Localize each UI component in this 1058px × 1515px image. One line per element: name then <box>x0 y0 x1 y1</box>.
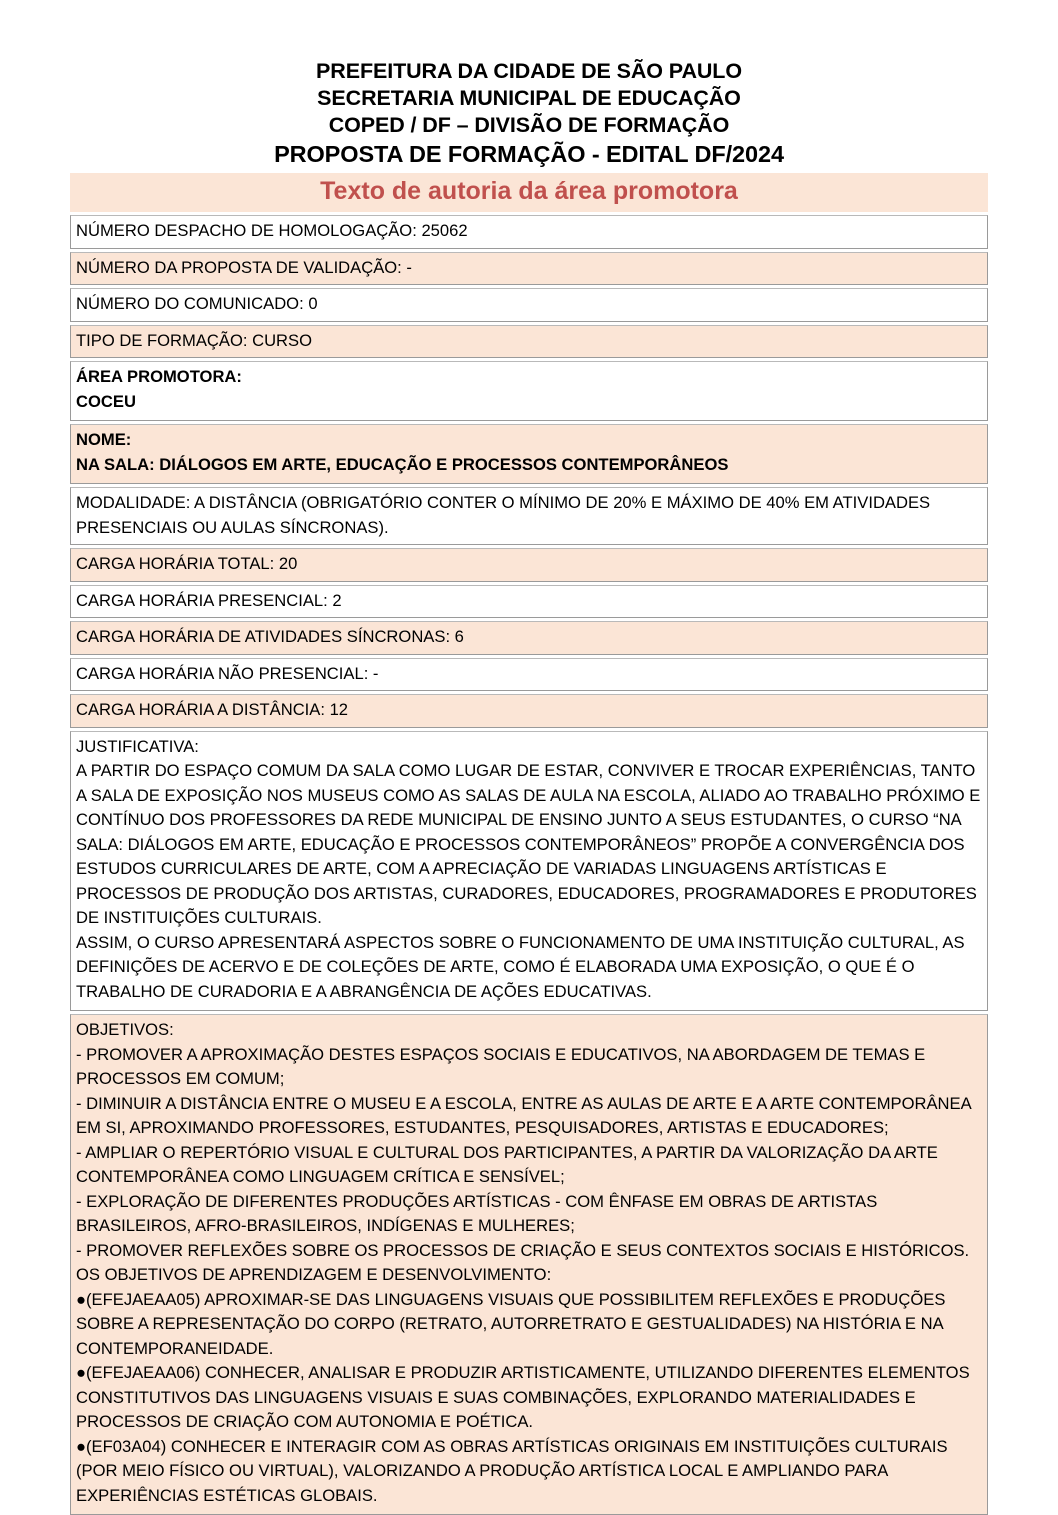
row-objetivos-line: ●(EFEJAEAA05) APROXIMAR-SE DAS LINGUAGENS VISUAIS QUE POSSIBILITEM REFLEXÕES E PRODUÇÕES SOBRE A REPRESENTAÇÃO DO CORPO (RETRATO, AUTORRETRATO E GESTUALIDADES) NA HISTÓRIA E NA CONTEMPORANEIDADE. <box>76 1289 946 1358</box>
row-tipo-de-formacao-line: TIPO DE FORMAÇÃO: CURSO <box>76 330 313 350</box>
row-objetivos-line: ●(EFEJAEAA06) CONHECER, ANALISAR E PRODUZIR ARTISTICAMENTE, UTILIZANDO DIFERENTES ELEMENTOS CONSTITUTIVOS DAS LINGUAGENS VISUAIS E SUAS COMBINAÇÕES, EXPLORANDO MATERIALIDADES E PROCESSOS DE CRIAÇÃO COM AUTONOMIA E POÉTICA. <box>76 1363 970 1431</box>
row-objetivos-line: OS OBJETIVOS DE APRENDIZAGEM E DESENVOLVIMENTO: <box>76 1265 552 1284</box>
row-carga-horaria-atividades-sincronas-line: CARGA HORÁRIA DE ATIVIDADES SÍNCRONAS: 6 <box>76 627 464 646</box>
row-objetivos-line: OBJETIVOS: <box>76 1020 174 1039</box>
table-row-carga-horaria-nao-presencial <box>70 658 988 692</box>
header-line-1: PREFEITURA DA CIDADE DE SÃO PAULO <box>316 59 742 83</box>
document-header <box>0 0 1058 169</box>
proposal-table <box>70 215 988 1515</box>
row-numero-despacho-homologacao-line: NÚMERO DESPACHO DE HOMOLOGAÇÃO: 25062 <box>76 221 468 240</box>
row-objetivos-line: ●(EF03A04) CONHECER E INTERAGIR COM AS OBRAS ARTÍSTICAS ORIGINAIS EM INSTITUIÇÕES CULTURAIS (POR MEIO FÍSICO OU VIRTUAL), VALORIZANDO A PRODUÇÃO ARTÍSTICA LOCAL E AMPLIANDO PARA EXPERIÊNCIAS ESTÉTICAS GLOBAIS. <box>76 1436 948 1505</box>
table-row-tipo-de-formacao <box>70 325 988 359</box>
row-objetivos-line: - AMPLIAR O REPERTÓRIO VISUAL E CULTURAL DOS PARTICIPANTES, A PARTIR DA VALORIZAÇÃO DA ARTE CONTEMPORÂNEA COMO LINGUAGEM CRÍTICA E SENSÍVEL; <box>76 1142 938 1186</box>
row-justificativa-line: ASSIM, O CURSO APRESENTARÁ ASPECTOS SOBRE O FUNCIONAMENTO DE UMA INSTITUIÇÃO CULTURAL, AS DEFINIÇÕES DE ACERVO E DE COLEÇÕES DE ARTE, COMO É ELABORADA UMA EXPOSIÇÃO, O QUE É O TRABALHO DE CURADORIA E A ABRANGÊNCIA DE AÇÕES EDUCATIVAS. <box>76 932 965 1001</box>
table-row-numero-despacho-homologacao <box>70 215 988 249</box>
row-numero-proposta-validacao-line: NÚMERO DA PROPOSTA DE VALIDAÇÃO: - <box>76 257 412 277</box>
row-objetivos-line: - PROMOVER REFLEXÕES SOBRE OS PROCESSOS DE CRIAÇÃO E SEUS CONTEXTOS SOCIAIS E HISTÓRICOS. <box>76 1240 970 1260</box>
authorship-banner-label: Texto de autoria da área promotora <box>320 177 738 205</box>
table-row-carga-horaria-presencial <box>70 585 988 619</box>
row-justificativa-line: JUSTIFICATIVA: <box>76 736 199 756</box>
table-row-modalidade <box>70 487 988 545</box>
header-line-2: SECRETARIA MUNICIPAL DE EDUCAÇÃO <box>317 86 741 110</box>
row-carga-horaria-a-distancia-line: CARGA HORÁRIA A DISTÂNCIA: 12 <box>76 700 349 719</box>
table-row-nome <box>70 424 988 484</box>
header-line-4: PROPOSTA DE FORMAÇÃO - EDITAL DF/2024 <box>274 141 784 167</box>
header-line-3: COPED / DF – DIVISÃO DE FORMAÇÃO <box>328 113 730 137</box>
table-row-area-promotora <box>70 361 988 421</box>
row-nome-line: NOME: <box>76 430 132 449</box>
row-numero-comunicado-line: NÚMERO DO COMUNICADO: 0 <box>76 294 318 313</box>
row-carga-horaria-total-line: CARGA HORÁRIA TOTAL: 20 <box>76 554 298 573</box>
row-modalidade-line: MODALIDADE: A DISTÂNCIA (OBRIGATÓRIO CONTER O MÍNIMO DE 20% E MÁXIMO DE 40% EM ATIVIDADES PRESENCIAIS OU AULAS SÍNCRONAS). <box>76 493 931 537</box>
table-row-numero-comunicado <box>70 288 988 322</box>
row-carga-horaria-presencial-line: CARGA HORÁRIA PRESENCIAL: 2 <box>76 590 342 610</box>
table-row-carga-horaria-a-distancia <box>70 694 988 728</box>
row-carga-horaria-nao-presencial-line: CARGA HORÁRIA NÃO PRESENCIAL: - <box>76 663 379 683</box>
row-objetivos-line: - DIMINUIR A DISTÂNCIA ENTRE O MUSEU E A ESCOLA, ENTRE AS AULAS DE ARTE E A ARTE CONTEMPORÂNEA EM SI, APROXIMANDO PROFESSORES, ESTUDANTES, PESQUISADORES, ARTISTAS E EDUCADORES; <box>76 1093 971 1137</box>
row-objetivos-line: - EXPLORAÇÃO DE DIFERENTES PRODUÇÕES ARTÍSTICAS - COM ÊNFASE EM OBRAS DE ARTISTAS BRASILEIROS, AFRO-BRASILEIROS, INDÍGENAS E MULHERES; <box>76 1191 878 1235</box>
row-nome-line: NA SALA: DIÁLOGOS EM ARTE, EDUCAÇÃO E PROCESSOS CONTEMPORÂNEOS <box>76 454 729 474</box>
authorship-banner <box>70 173 988 212</box>
row-area-promotora-line: ÁREA PROMOTORA: <box>76 367 242 386</box>
table-row-carga-horaria-atividades-sincronas <box>70 621 988 655</box>
table-row-carga-horaria-total <box>70 548 988 582</box>
row-objetivos-line: - PROMOVER A APROXIMAÇÃO DESTES ESPAÇOS SOCIAIS E EDUCATIVOS, NA ABORDAGEM DE TEMAS E PROCESSOS EM COMUM; <box>76 1044 926 1088</box>
row-area-promotora-line: COCEU <box>76 391 136 411</box>
table-row-justificativa <box>70 731 988 1012</box>
table-row-numero-proposta-validacao <box>70 252 988 286</box>
table-row-objetivos <box>70 1014 988 1515</box>
row-justificativa-line: A PARTIR DO ESPAÇO COMUM DA SALA COMO LUGAR DE ESTAR, CONVIVER E TROCAR EXPERIÊNCIAS, TANTO A SALA DE EXPOSIÇÃO NOS MUSEUS COMO AS SALAS DE AULA NA ESCOLA, ALIADO AO TRABALHO PRÓXIMO E CONTÍNUO DOS PROFESSORES DA REDE MUNICIPAL DE ENSINO JUNTO A SEUS ESTUDANTES, O CURSO “NA SALA: DIÁLOGOS EM ARTE, EDUCAÇÃO E PROCESSOS CONTEMPORÂNEOS” PROPÕE A CONVERGÊNCIA DOS ESTUDOS CURRICULARES DE ARTE, COM A APRECIAÇÃO DE VARIADAS LINGUAGENS ARTÍSTICAS E PROCESSOS DE PRODUÇÃO DOS ARTISTAS, CURADORES, EDUCADORES, PROGRAMADORES E PRODUTORES DE INSTITUIÇÕES CULTURAIS. <box>76 761 981 927</box>
